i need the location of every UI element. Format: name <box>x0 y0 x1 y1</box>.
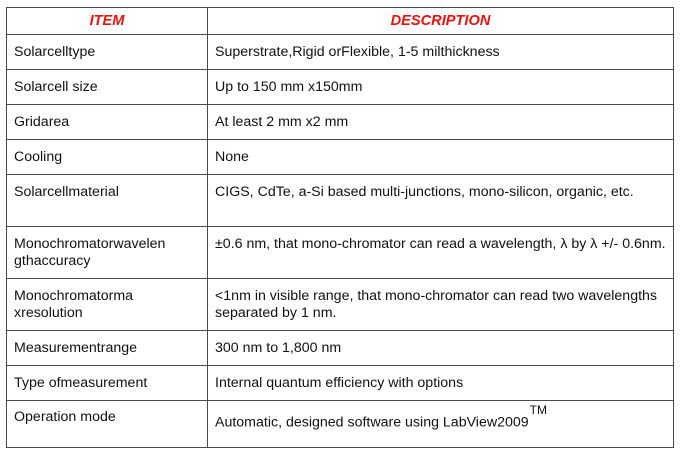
description-cell: CIGS, CdTe, a-Si based multi-junctions, mono-silicon, organic, etc. <box>208 175 674 227</box>
description-cell: None <box>208 140 674 175</box>
table-row <box>7 175 674 227</box>
item-cell: Cooling <box>7 140 208 175</box>
specification-table <box>6 7 674 448</box>
item-cell: Solarcelltype <box>7 35 208 70</box>
table-row <box>7 366 674 401</box>
table-row <box>7 140 674 175</box>
table-row <box>7 105 674 140</box>
description-cell: At least 2 mm x2 mm <box>208 105 674 140</box>
description-cell: 300 nm to 1,800 nm <box>208 331 674 366</box>
header-row <box>7 8 674 35</box>
item-column-header: ITEM <box>7 8 208 35</box>
trademark-superscript: TM <box>529 403 547 417</box>
description-cell: ±0.6 nm, that mono-chromator can read a wavelength, λ by λ +/- 0.6nm. <box>208 227 674 279</box>
item-cell: Monochromatorwavelen gthaccuracy <box>7 227 208 279</box>
item-cell: Measurementrange <box>7 331 208 366</box>
description-column-header: DESCRIPTION <box>208 8 674 35</box>
description-cell: Internal quantum efficiency with options <box>208 366 674 401</box>
item-cell: Solarcell size <box>7 70 208 105</box>
description-cell: Up to 150 mm x150mm <box>208 70 674 105</box>
item-cell: Operation mode <box>7 401 208 448</box>
table-row <box>7 401 674 448</box>
table-row <box>7 227 674 279</box>
description-cell <box>208 401 674 448</box>
item-cell: Solarcellmaterial <box>7 175 208 227</box>
item-cell: Gridarea <box>7 105 208 140</box>
description-cell: <1nm in visible range, that mono-chromator can read two wavelengths separated by 1 nm. <box>208 279 674 331</box>
table-row <box>7 35 674 70</box>
item-cell: Monochromatorma xresolution <box>7 279 208 331</box>
description-text: Automatic, designed software using LabView2009 <box>215 414 529 431</box>
table-row <box>7 331 674 366</box>
description-cell: Superstrate,Rigid orFlexible, 1-5 milthickness <box>208 35 674 70</box>
table-row <box>7 279 674 331</box>
item-cell: Type ofmeasurement <box>7 366 208 401</box>
table-row <box>7 70 674 105</box>
